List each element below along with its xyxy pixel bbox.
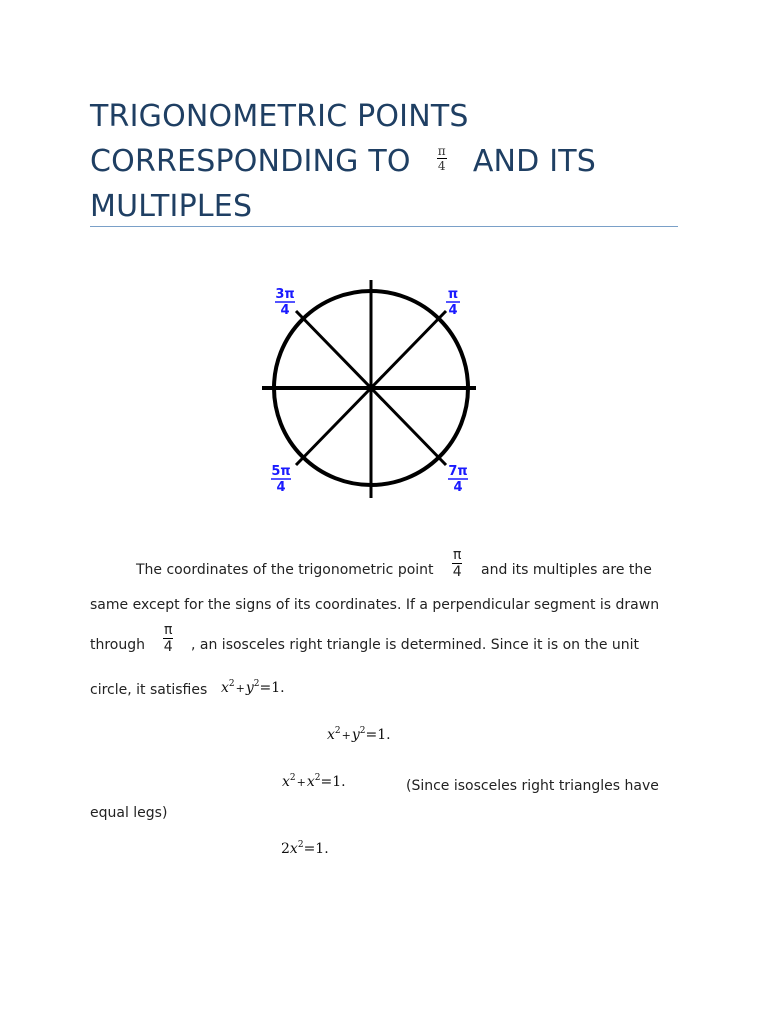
eq-rhs: =1. (365, 727, 391, 743)
eq-exponent: 2 (297, 840, 304, 850)
title-line-2 (90, 139, 690, 184)
paragraph-line-1-after: and its multiples are the (481, 562, 652, 578)
label-3pi-over-4-den: 4 (280, 303, 290, 318)
diagonal-pi-over-4 (371, 311, 446, 388)
label-5pi-over-4 (271, 464, 291, 495)
label-3pi-over-4 (275, 287, 295, 318)
paragraph-line-2: same except for the signs of its coordinates. If a perpendicular segment is drawn (90, 597, 660, 613)
equation-1 (327, 726, 391, 743)
label-pi-over-4-den: 4 (448, 303, 458, 318)
unit-circle-diagram (262, 278, 482, 500)
eq-var: x (306, 774, 315, 790)
eq-exponent: 2 (334, 726, 341, 736)
document-title (90, 94, 690, 229)
fraction-numerator: π (453, 547, 462, 563)
paragraph-line-4: circle, it satisfies (90, 682, 208, 698)
eq-exponent: 2 (314, 773, 321, 783)
label-pi-over-4-num: π (447, 287, 459, 302)
eq-rhs: =1. (320, 774, 346, 790)
fraction-denominator: 4 (437, 159, 446, 173)
title-line-3: MULTIPLES (90, 189, 253, 224)
eq-rhs: =1. (259, 680, 285, 696)
title-fraction-pi-over-4 (437, 145, 447, 172)
title-text-and-its: AND ITS (472, 144, 597, 179)
label-5pi-over-4-den: 4 (276, 480, 286, 495)
diagonal-3pi-over-4 (296, 311, 371, 388)
title-line-1: TRIGONOMETRIC POINTS (90, 99, 469, 134)
eq-exponent: 2 (253, 679, 260, 689)
paragraph-line-3-before: through (90, 637, 146, 653)
label-5pi-over-4-num: 5π (271, 464, 291, 479)
equation-2 (282, 773, 346, 790)
eq-exponent: 2 (359, 726, 366, 736)
paragraph-line-1-before: The coordinates of the trigonometric point (136, 562, 434, 578)
eq-var: x (221, 680, 229, 696)
title-underline (90, 226, 678, 227)
title-text-corresponding: CORRESPONDING TO (90, 144, 411, 179)
eq-operator: + (341, 729, 351, 742)
fraction-numerator: π (164, 622, 173, 638)
eq-exponent: 2 (289, 773, 296, 783)
paragraph-fraction-pi-over-4-b (163, 623, 173, 654)
paragraph-line-3-after: , an isosceles right triangle is determined. Since it is on the unit (191, 637, 640, 653)
fraction-denominator: 4 (163, 639, 173, 655)
eq-var: y (245, 680, 254, 696)
label-7pi-over-4 (448, 464, 468, 495)
diagonal-7pi-over-4 (371, 388, 446, 465)
label-7pi-over-4-den: 4 (453, 480, 463, 495)
eq-exponent: 2 (228, 679, 235, 689)
eq-rhs: =1. (303, 841, 329, 857)
eq-operator: + (296, 776, 306, 789)
eq-coefficient: 2 (281, 841, 290, 857)
eq-var: x (327, 727, 335, 743)
equation-2-note-continued: equal legs) (90, 805, 168, 821)
label-3pi-over-4-num: 3π (275, 287, 295, 302)
eq-operator: + (235, 682, 245, 695)
paragraph-fraction-pi-over-4-a (452, 548, 462, 579)
eq-var: x (289, 841, 298, 857)
label-7pi-over-4-num: 7π (448, 464, 468, 479)
fraction-numerator: π (437, 144, 446, 158)
equation-3 (281, 840, 329, 857)
fraction-denominator: 4 (452, 564, 462, 580)
inline-equation-unit-circle (221, 679, 285, 696)
diagonal-5pi-over-4 (296, 388, 371, 465)
eq-var: y (351, 727, 360, 743)
label-pi-over-4 (446, 287, 460, 318)
equation-2-note: (Since isosceles right triangles have (406, 778, 659, 794)
eq-var: x (282, 774, 290, 790)
